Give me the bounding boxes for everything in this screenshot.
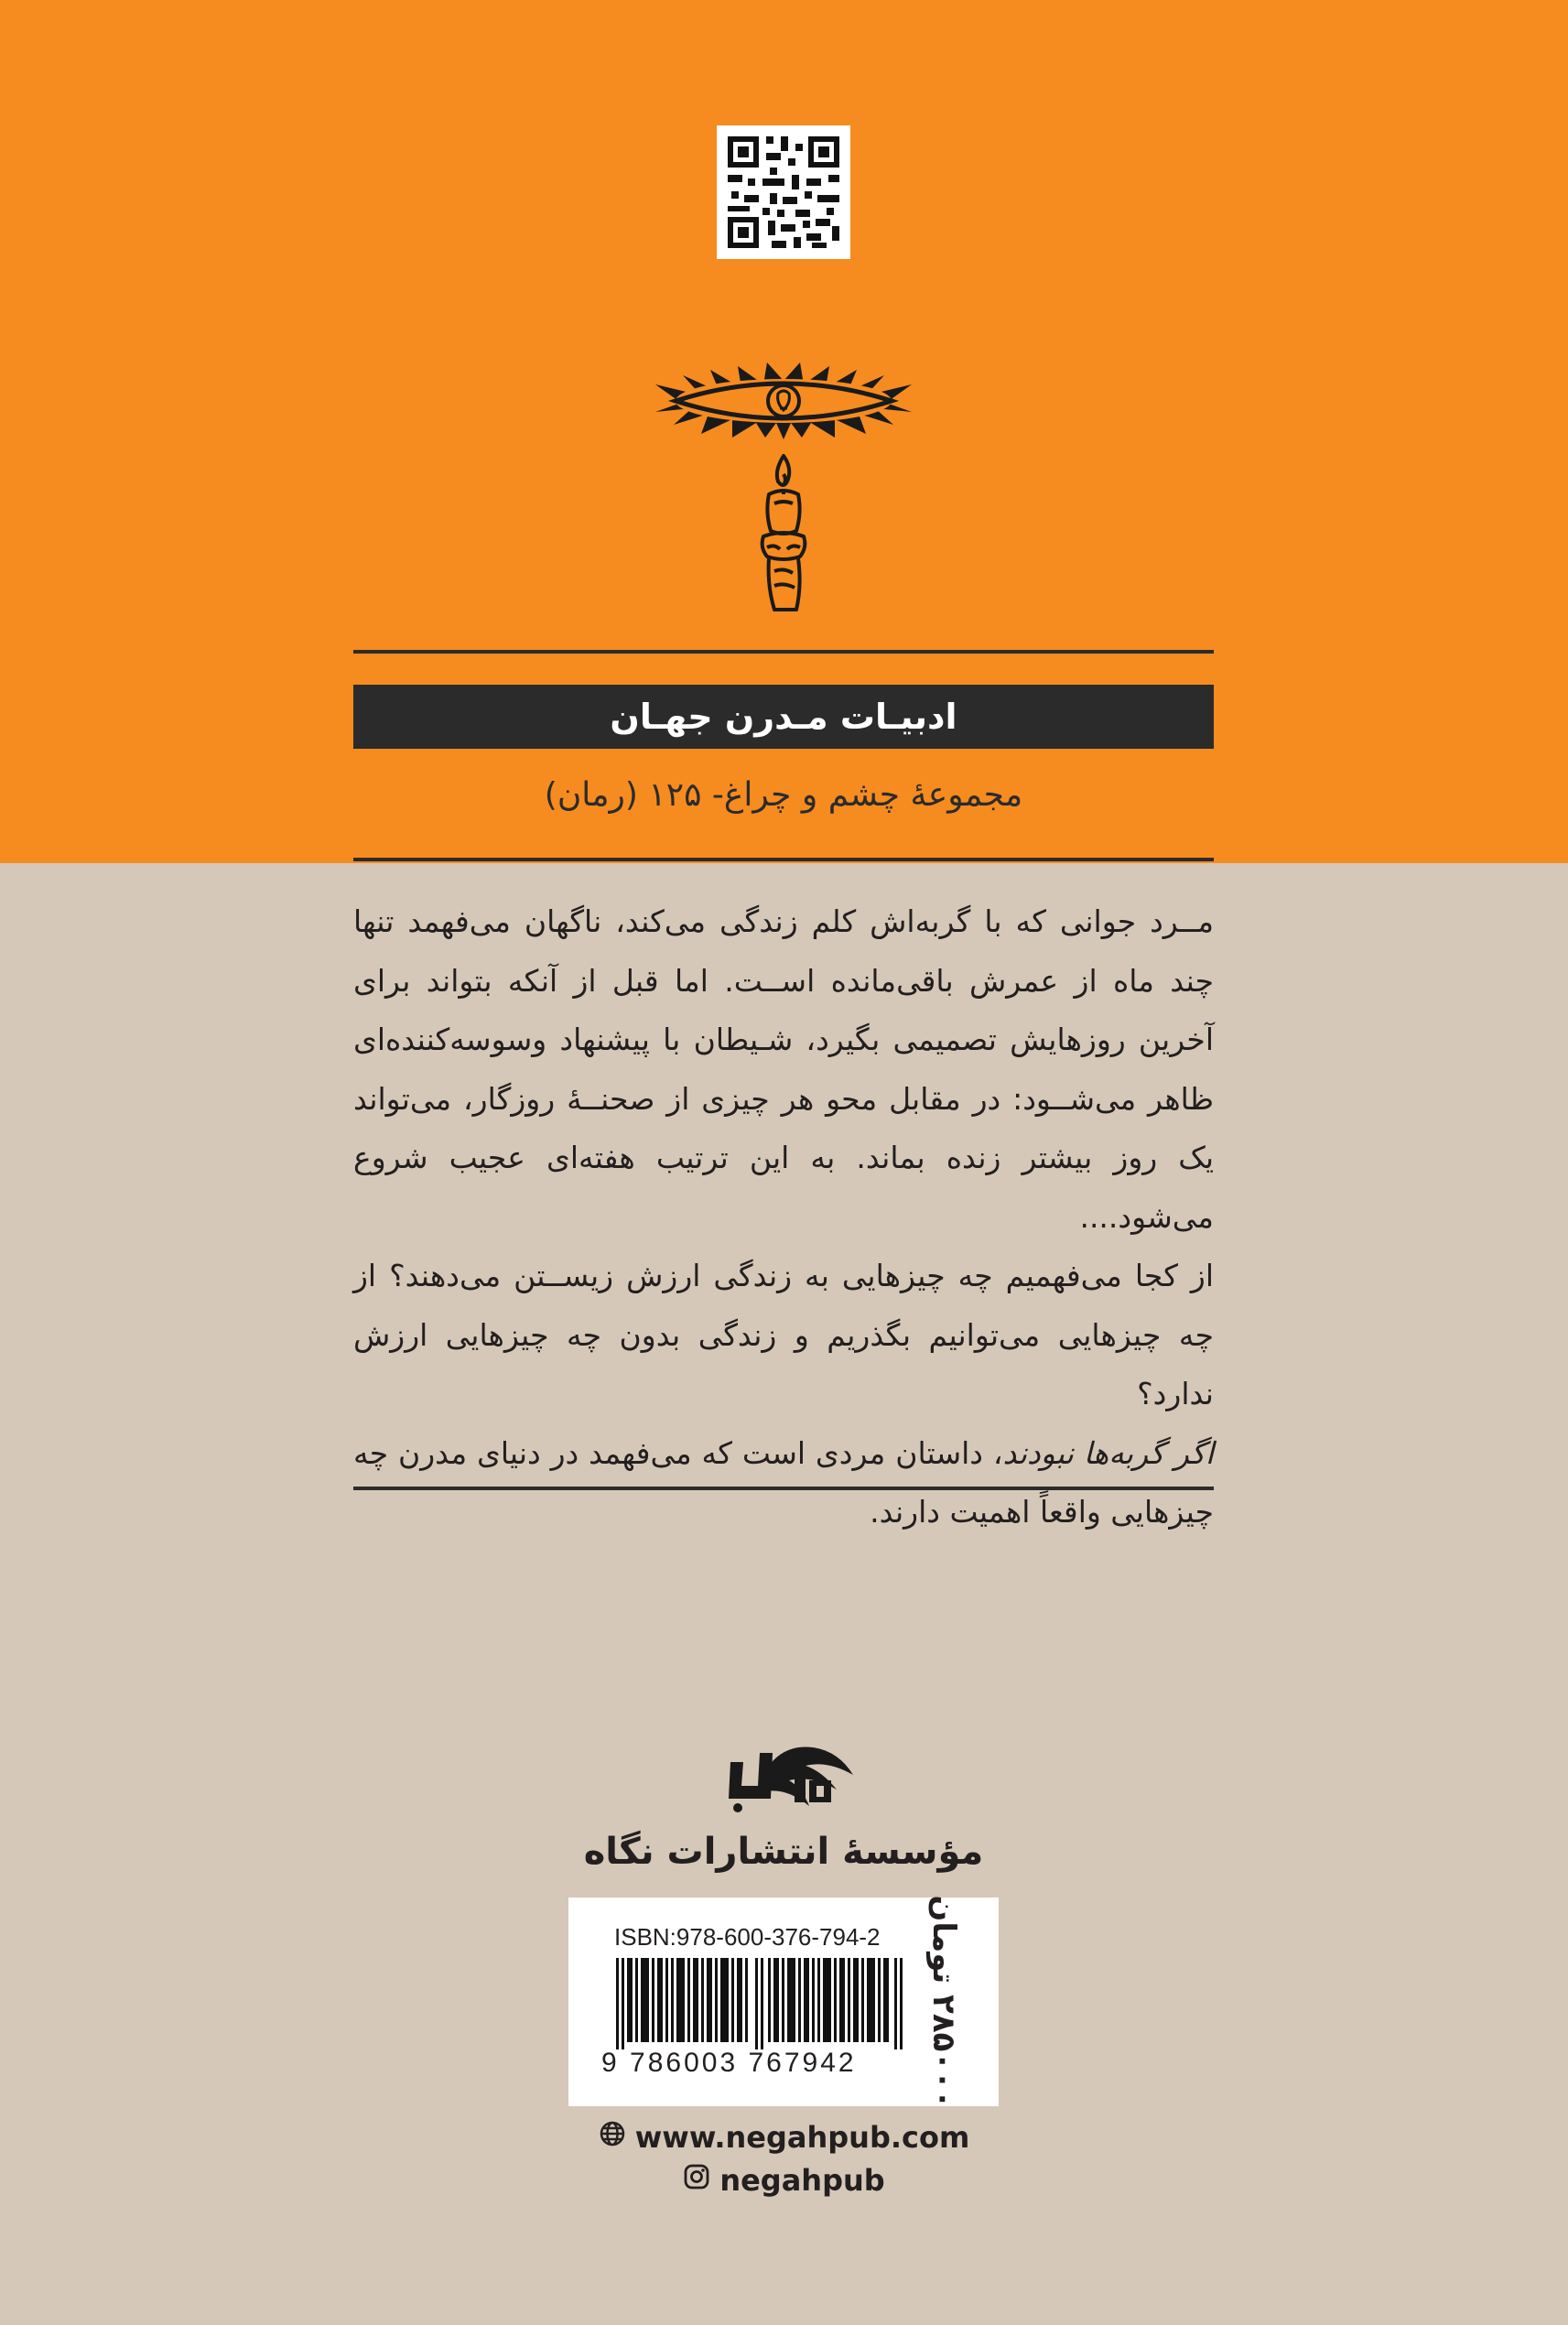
blurb-text xyxy=(353,892,1214,1542)
website-row xyxy=(0,2117,1568,2157)
book-title-italic: اگر گربه‌ها نبودند xyxy=(1002,1434,1214,1471)
collection-label: مجموعهٔ چشم و چراغ- ۱۲۵ (رمان) xyxy=(544,776,1023,814)
publisher-logo xyxy=(710,1735,857,1817)
blurb-paragraph xyxy=(353,1424,1214,1542)
instagram-row xyxy=(0,2160,1568,2201)
blurb-paragraph: مــرد جوانی که با گربه‌اش کلم زندگی می‌کند، ناگهان می‌فهمد تنها چند ماه از عمرش باقی‌مانده اســت. اما قبل از آنکه بتواند برای آخرین روزهایش تصمیمی بگیرد، شـیطان با پیشنهاد وسوسه‌کننده‌ای ظاهر می‌شــود: در مقابل محو هر چیزی از صحنــهٔ روزگار، می‌تواند یک روز بیشتر زنده بماند. به این ترتیب هفته‌ای عجیب شروع می‌شود.... xyxy=(353,903,1214,1235)
publisher-name: مؤسسهٔ انتشارات نگاه xyxy=(583,1831,984,1873)
top-rule xyxy=(353,650,1214,654)
series-title: ادبیـات مـدرن جهـان xyxy=(353,685,1214,749)
bottom-rule xyxy=(353,1487,1214,1490)
instagram-icon xyxy=(683,2163,710,2198)
website-link[interactable]: www.negahpub.com xyxy=(634,2120,970,2155)
barcode-digits: 9 786003 767942 xyxy=(601,2048,857,2078)
qr-code xyxy=(717,125,850,259)
eye-lamp-emblem xyxy=(646,348,921,439)
instagram-handle[interactable]: negahpub xyxy=(719,2163,885,2198)
blurb-closing: ، داستان مردی است که می‌فهمد در دنیای مدرن چه چیزهایی واقعاً اهمیت دارند. xyxy=(353,1434,1214,1530)
blurb-paragraph: از کجا می‌فهمیم چه چیزهایی به زندگی ارزش زیســتن می‌دهند؟ از چه چیزهایی می‌توانیم بگذریم و زندگی بدون چه چیزهایی ارزش ندارد؟ xyxy=(353,1258,1214,1411)
barcode-bars xyxy=(616,1958,905,2049)
hand-candle-icon xyxy=(747,449,820,622)
mid-rule xyxy=(353,858,1214,861)
globe-icon xyxy=(599,2120,626,2155)
price-label: ۲۸۵۰۰۰ تومان xyxy=(925,1895,962,2109)
barcode-box xyxy=(568,1895,999,2109)
isbn-label: ISBN:978-600-376-794-2 xyxy=(614,1923,881,1951)
